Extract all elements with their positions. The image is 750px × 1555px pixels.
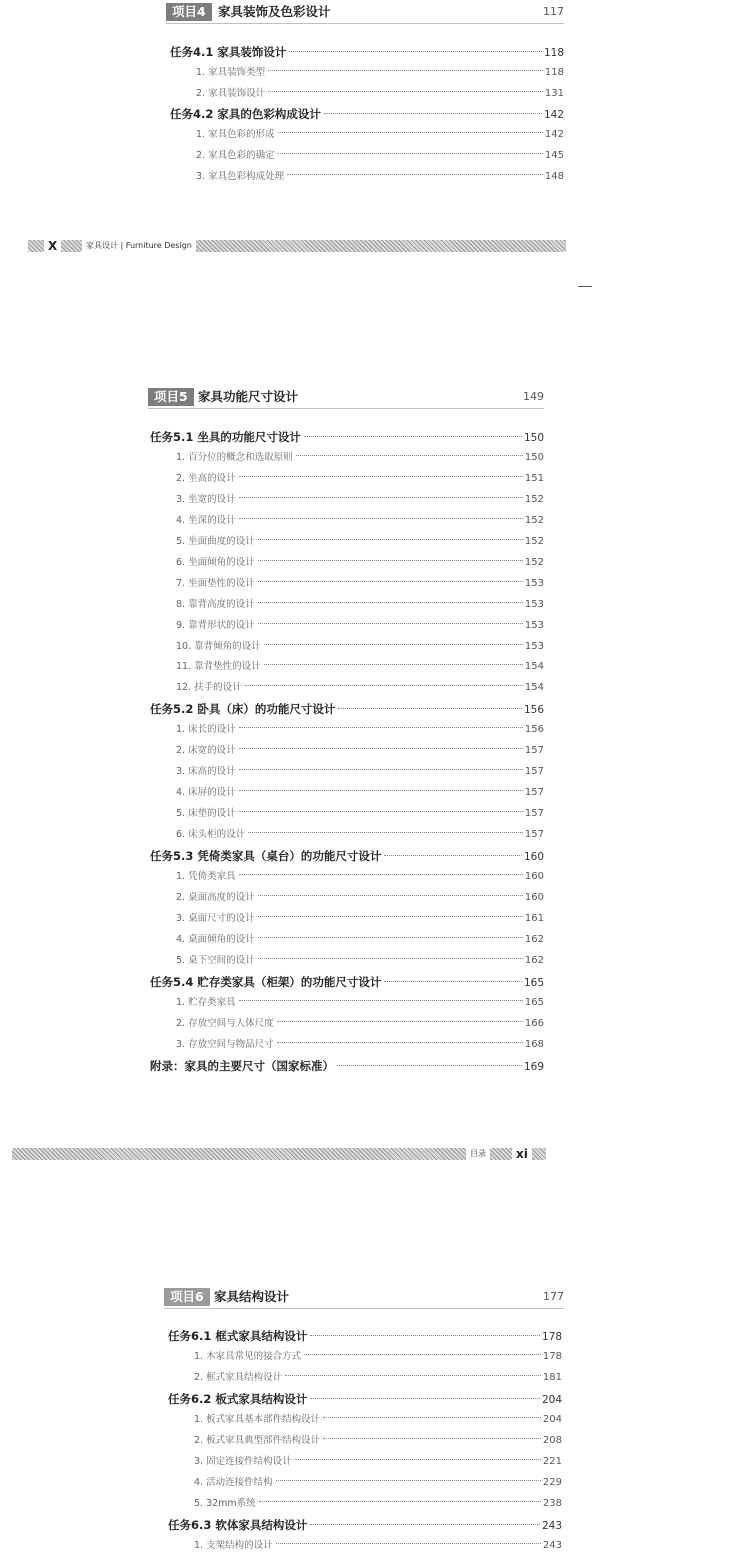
project-badge: 项目5 [148,388,194,406]
toc-item-title: 5. 坐面曲度的设计 [176,535,255,547]
toc-page-number: 238 [542,1498,562,1509]
toc-item-title: 3. 固定连接件结构设计 [194,1456,292,1467]
toc-page-number: 161 [524,912,544,924]
toc-page-number: 229 [542,1477,562,1488]
dot-leader [310,1335,540,1336]
project-badge: 项目4 [166,3,212,21]
toc-page-number: 208 [542,1435,562,1446]
dot-leader [295,1459,541,1460]
toc-page-number: 221 [542,1456,562,1467]
toc-page-number: 160 [524,870,544,882]
toc-page-number: 160 [524,891,544,903]
toc-page-number: 181 [542,1372,562,1383]
dot-leader [259,1501,541,1502]
toc-item-title: 1. 板式家具基本部件结构设计 [194,1414,321,1425]
toc-page-number: 178 [541,1331,562,1343]
toc-page-number: 157 [524,808,544,820]
toc-task-title: 任务6.2 板式家具结构设计 [168,1392,308,1406]
toc-item-row [194,1348,562,1366]
toc-item-row [194,1411,562,1429]
toc-item-title: 5. 32mm系统 [194,1498,256,1509]
toc-item-title: 2. 存放空间与人体尺度 [176,1017,274,1029]
toc-page-number: 162 [524,933,544,945]
project-title: 家具功能尺寸设计 [198,389,299,404]
toc-page-number: 154 [524,661,544,673]
toc-item-row [194,1369,562,1387]
toc-item-title: 5. 桌下空间的设计 [176,954,255,966]
dot-leader [323,1438,541,1439]
running-footer-title: 家具设计 | Furniture Design [82,239,196,253]
toc-page-number: 131 [544,87,564,99]
dot-leader [304,1354,541,1355]
dot-leader [276,1480,541,1481]
toc-page-number: 118 [544,66,564,78]
toc-item-title: 3. 床高的设计 [176,766,236,778]
toc-page-number: 153 [524,598,544,610]
toc-page-number: 165 [523,976,544,989]
toc-item-title: 7. 坐面垫性的设计 [176,577,255,589]
toc-item-title: 10. 靠背倾角的设计 [176,640,261,652]
toc-item-title: 3. 家具色彩构成处理 [196,170,285,182]
toc-page-number: 243 [542,1540,562,1551]
toc-item-title: 1. 家具色彩的形成 [196,129,275,141]
toc-task-title: 任务5.3 凭倚类家具（桌台）的功能尺寸设计 [150,849,382,863]
toc-page-number: 168 [524,1038,544,1050]
toc-task-title: 任务5.2 卧具（床）的功能尺寸设计 [150,702,336,717]
toc-task-title: 附录：家具的主要尺寸（国家标准） [150,1058,334,1073]
toc-item-title: 4. 桌面倾角的设计 [176,933,255,945]
toc-page-number: 204 [542,1414,562,1425]
toc-item-title: 9. 靠背形状的设计 [176,619,255,631]
toc-page-number: 157 [524,745,544,757]
toc-page-number: 165 [524,996,544,1008]
toc-task-title: 任务5.1 坐具的功能尺寸设计 [150,430,301,444]
toc-item-title: 8. 靠背高度的设计 [176,598,255,610]
toc-page-number: 153 [524,619,544,631]
toc-page-number: 152 [524,556,544,568]
toc-page-number: 150 [523,432,544,444]
toc-item-title: 11. 靠背垫性的设计 [176,661,261,673]
toc-page-number: 142 [543,109,564,122]
toc-item-title: 1. 木家具常见的接合方式 [194,1351,302,1362]
toc-task-row [168,1516,562,1534]
dot-leader [276,1543,541,1544]
toc-item-title: 4. 活动连接件结构 [194,1477,273,1488]
toc-item-row [194,1495,562,1513]
toc-item-title: 1. 床长的设计 [176,724,236,736]
toc-page-number: 156 [523,704,544,717]
toc-page-number: 157 [524,766,544,778]
project-page-number: 177 [543,1290,564,1303]
toc-page-number: 169 [523,1060,544,1073]
toc-task-title: 任务6.3 软体家具结构设计 [168,1518,308,1532]
toc-item-title: 5. 床垫的设计 [176,808,236,820]
toc-item-title: 2. 坐高的设计 [176,472,236,484]
toc-page-number: 145 [544,150,564,161]
toc-page-number: 153 [524,577,544,589]
toc-page-number: 156 [524,724,544,736]
toc-task-title: 任务4.1 家具装饰设计 [170,45,287,59]
toc-task-row [168,1390,562,1408]
toc-item-title: 2. 家具装饰设计 [196,87,266,99]
toc-item-title: 3. 桌面尺寸的设计 [176,912,255,924]
toc-page-number: 204 [541,1394,562,1406]
toc-page-number: 166 [524,1017,544,1029]
toc-item-title: 12. 扶手的设计 [176,682,242,694]
toc-page-number: 154 [524,682,544,694]
toc-item-row [194,1537,562,1555]
toc-page-number: 152 [524,514,544,526]
toc-item-title: 1. 凭倚类家具 [176,870,236,882]
toc-page-number: 152 [524,535,544,547]
project-header [164,1286,564,1309]
toc-page-number: 150 [524,451,544,463]
dot-leader [285,1375,541,1376]
toc-task-row [168,1327,562,1345]
toc-page-number: 157 [524,829,544,841]
toc-task-title: 任务5.4 贮存类家具（柜架）的功能尺寸设计 [150,974,382,989]
folio-number: xi [512,1147,532,1161]
toc-page-number: 178 [542,1351,562,1362]
toc-item-title: 3. 存放空间与物品尺寸 [176,1038,274,1050]
project-badge: 项目6 [164,1288,210,1306]
toc-page-number: 142 [544,129,564,141]
toc-page-number: 243 [541,1520,562,1532]
toc-item-row [194,1453,562,1471]
toc-item-title: 1. 百分位的概念和选取原则 [176,451,293,463]
project-title: 家具结构设计 [214,1289,290,1304]
toc-item-title: 1. 贮存类家具 [176,996,236,1008]
project-page-number: 149 [523,390,544,403]
toc-task-title: 任务4.2 家具的色彩构成设计 [170,107,321,122]
toc-page-number: 118 [543,47,564,59]
project-page-number: 117 [543,5,564,18]
toc-item-title: 1. 家具装饰类型 [196,66,266,78]
toc-page-number: 153 [524,640,544,652]
toc-page-number: 157 [524,787,544,799]
toc-item-title: 4. 坐深的设计 [176,514,236,526]
toc-item-title: 1. 支架结构的设计 [194,1540,273,1551]
toc-page-number: 148 [544,170,564,182]
toc-item-title: 3. 坐宽的设计 [176,493,236,505]
folio-number: X [44,239,61,253]
toc-item-title: 2. 桌面高度的设计 [176,891,255,903]
project-title: 家具装饰及色彩设计 [218,4,331,19]
toc-item-title: 2. 床宽的设计 [176,745,236,757]
toc-page-number: 162 [524,954,544,966]
toc-item-title: 2. 板式家具典型部件结构设计 [194,1435,321,1446]
toc-page-number: 160 [523,851,544,863]
toc-item-title: 6. 床头柜的设计 [176,829,246,841]
toc-item-title: 4. 床屏的设计 [176,787,236,799]
dot-leader [310,1398,540,1399]
running-footer-title: 目录 [466,1147,490,1161]
toc-item-title: 6. 坐面倾角的设计 [176,556,255,568]
toc-page-number: 151 [524,472,544,484]
toc-page-number: 152 [524,493,544,505]
toc-item-row [194,1474,562,1492]
toc-item-title: 2. 框式家具结构设计 [194,1372,283,1383]
dot-leader [310,1524,540,1525]
dot-leader [323,1417,541,1418]
toc-item-row [194,1432,562,1450]
toc-task-title: 任务6.1 框式家具结构设计 [168,1329,308,1343]
toc-item-title: 2. 家具色彩的确定 [196,150,275,161]
